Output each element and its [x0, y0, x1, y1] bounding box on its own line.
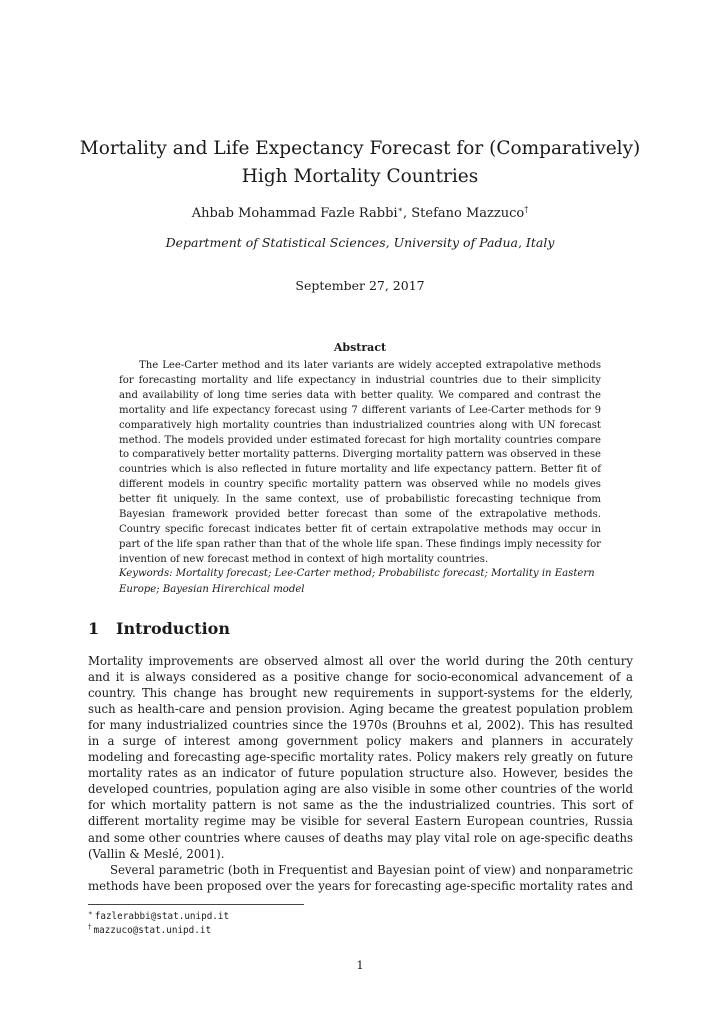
- footnote-email[interactable]: mazzuco@stat.unipd.it: [93, 925, 212, 936]
- section-heading: [88, 618, 230, 640]
- footnote-mark: †: [88, 923, 92, 931]
- abstract-text: The Lee-Carter method and its later variants are widely accepted extrapolative methods for forecasting mortality and life expectancy in industrial countries due to their simplicity and availability of long time series data with better quality. We compared and contrast the mortality and life expectancy forecast using 7 different variants of Lee-Carter methods for 9 comparatively high mortality countries than industrialized countries along with UN forecast method. The models provided under estimated forecast for high mortality countries compare to comparatively better mortality patterns. Diverging mortality pattern was observed in these countries which is also reflected in future mortality and life expectancy pattern. Better fit of different models in country specific mortality pattern was observed while no models gives better fit uniquely. In the same context, use of probabilistic forecasting technique from Bayesian framework provided better forecast than some of the extrapolative methods. Country specific forecast indicates better fit of certain extrapolative methods may occur in part of the life span rather than that of the whole life span. These findings imply necessity for invention of new forecast method in context of high mortality countries.: [119, 360, 601, 565]
- author-name: Ahbab Mohammad Fazle Rabbi: [191, 206, 398, 221]
- footnote-divider: [88, 904, 304, 905]
- body-paragraph: Several parametric (both in Frequentist and Bayesian point of view) and nonparametric methods have been proposed over the years for forecasting age-specific mortality rates and: [88, 863, 633, 894]
- abstract-heading: Abstract: [333, 341, 387, 354]
- keywords: Keywords: Mortality forecast; Lee-Carter method; Probabilistc forecast; Mortality in Eastern Europe; Bayesian Hirerchical model: [119, 568, 595, 596]
- footnote-mark: ∗: [397, 205, 403, 214]
- paper-title: Mortality and Life Expectancy Forecast for (Comparatively) High Mortality Countries: [79, 138, 641, 187]
- author-name: Stefano Mazzuco: [411, 206, 525, 221]
- page-number: 1: [356, 958, 364, 972]
- section-title: Introduction: [116, 619, 230, 638]
- section-number: 1: [88, 619, 100, 638]
- footnote-email[interactable]: fazlerabbi@stat.unipd.it: [94, 911, 230, 922]
- author-separator: ,: [402, 206, 412, 221]
- footnote-mark: ∗: [88, 909, 93, 917]
- footnote: [88, 921, 211, 937]
- author-line: [60, 201, 660, 223]
- body-paragraph: Mortality improvements are observed almost all over the world during the 20th century and it is always considered as a positive change for socio-economical advancement of a country. This change has brought new requirements in support-systems for the elderly, such as health-care and pension provision. Aging became the greatest population problem for many industrialized countries since the 1970s (Brouhns et al, 2002). This has resulted in a surge of interest among government policy makers and planners in accurately modeling and forecasting age-specific mortality rates. Policy makers rely greatly on future mortality rates as an indicator of future population structure also. However, besides the developed countries, population aging are also visible in some other countries of the world for which mortality pattern is not same as the the industrialized countries. This sort of different mortality regime may be visible for several Eastern European countries, Russia and some other countries where causes of deaths may play vital role on age-specific deaths (Vallin & Meslé, 2001).: [88, 654, 633, 861]
- publication-date: September 27, 2017: [295, 278, 425, 293]
- affiliation: Department of Statistical Sciences, University of Padua, Italy: [165, 235, 555, 250]
- footnote-mark: †: [524, 205, 529, 214]
